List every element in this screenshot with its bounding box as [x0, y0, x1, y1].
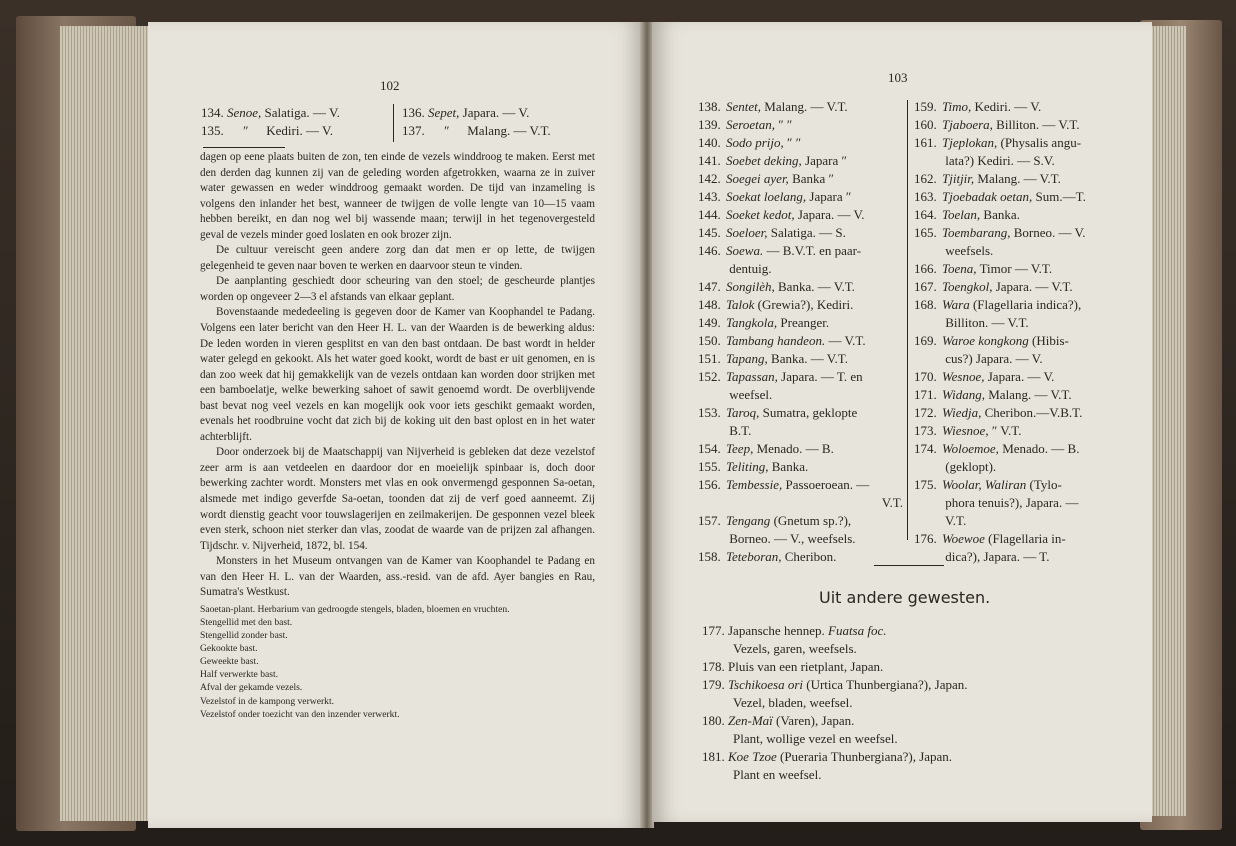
list-item: 174. Woloemoe, Menado. — B. [914, 441, 1080, 456]
list-item: Vezelstof onder toezicht van den inzender verwerkt. [200, 708, 400, 720]
list-item: Vezelstof in de kampong verwerkt. [200, 695, 335, 707]
list-item: 165. Toembarang, Borneo. — V. [914, 225, 1086, 240]
list-item: 154. Teep, Menado. — B. [698, 441, 834, 456]
list-item: 167. Toengkol, Japara. — V.T. [914, 279, 1073, 294]
list-item: 134. Senoe, Salatiga. — V. [201, 105, 340, 120]
list-item-continuation: V.T. [945, 513, 967, 528]
list-item: 155. Teliting, Banka. [698, 459, 809, 474]
additional-entries [702, 622, 967, 784]
list-item-continuation: weefsel. [729, 387, 773, 402]
list-item: 147. Songilèh, Banka. — V.T. [698, 279, 855, 294]
list-item: Half verwerkte bast. [200, 669, 279, 681]
list-item: 142. Soegei ayer, Banka ″ [698, 171, 834, 186]
list-item: 152. Tapassan, Japara. — T. en [698, 369, 863, 384]
page-edges-right [1148, 26, 1186, 816]
list-item: Stengellid zonder bast. [200, 630, 288, 642]
page-edges-left [60, 26, 150, 821]
list-item: 137. ″ Malang. — V.T. [402, 123, 551, 138]
list-item-continuation: weefsels. [945, 243, 994, 258]
list-item: 161. Tjeplokan, (Physalis angu- [914, 135, 1082, 150]
list-item: 180. Zen-Maï (Varen), Japan. [702, 713, 855, 728]
list-item: 139. Seroetan, ″ ″ [698, 117, 793, 132]
entries-column-1 [698, 98, 903, 566]
list-item: 145. Soeloer, Salatiga. — S. [698, 225, 846, 240]
list-item: 140. Sodo prijo, ″ ″ [698, 135, 802, 150]
top-entries-left [201, 104, 340, 140]
list-item: 156. Tembessie, Passoeroean. — [698, 477, 870, 492]
list-item: 168. Wara (Flagellaria indica?), [914, 297, 1082, 312]
section-heading: Uit andere gewesten. [819, 588, 991, 607]
list-item-continuation: Billiton. — V.T. [945, 315, 1029, 330]
divider-rule [203, 147, 285, 148]
list-item: Stengellid met den bast. [200, 616, 293, 628]
paragraph: De aanplanting geschiedt door scheuring van den stoel; de gescheurde plantjes worden op ongeveer 2—3 el afstands van elkaar geplant. [200, 275, 595, 303]
list-item: Saoetan-plant. Herbarium van gedroogde stengels, bladen, bloemen en vruchten. [200, 603, 510, 615]
list-item: 171. Widang, Malang. — V.T. [914, 387, 1072, 402]
paragraph: De cultuur vereischt geen andere zorg dan dat men er op lette, de twijgen gelegenheid te geven naar boven te werken en daarvoor steun te vinden. [200, 244, 595, 272]
list-item: 176. Woewoe (Flagellaria in- [914, 531, 1066, 546]
page-number: 103 [888, 70, 908, 85]
list-item: 148. Talok (Grewia?), Kediri. [698, 297, 854, 312]
article-body [200, 150, 595, 721]
list-item: 143. Soekat loelang, Japara ″ [698, 189, 852, 204]
column-divider [393, 104, 394, 142]
list-item: 162. Tjitjir, Malang. — V.T. [914, 171, 1061, 186]
paragraph: dagen op eene plaats buiten de zon, ten einde de vezels winddroog te maken. Eerst met den derden dag kunnen zij van de geleding worden afgetrokken, waarna ze in zuiver water gewassen en weder winddroog gemaakt worden. De tijd van inzameling is volgens den inlander het best, wanneer de twijgen de volle lengte van 10—15 vaam hebben bereikt, en dan nog wel bij wassende maan; terwijl in het tegenovergesteld geval de vezels minder goed loslaten en ook brozer zijn. [200, 151, 595, 241]
page-number: 102 [380, 78, 400, 93]
left-page [148, 22, 644, 828]
list-item: 178. Pluis van een rietplant, Japan. [702, 659, 884, 674]
list-item: Geweekte bast. [200, 656, 259, 668]
list-item: 181. Koe Tzoe (Pueraria Thunbergiana?), Japan. [702, 749, 953, 764]
list-item: 164. Toelan, Banka. [914, 207, 1020, 222]
list-item-continuation: B.T. [729, 423, 752, 438]
list-item: 179. Tschikoesa ori (Urtica Thunbergiana?), Japan. [702, 677, 968, 692]
list-item-detail: Plant, wollige vezel en weefsel. [733, 731, 898, 746]
right-page [652, 22, 1152, 822]
list-item-continuation: phora tenuis?), Japara. — [945, 495, 1079, 510]
top-entries-right [402, 104, 551, 140]
list-item: 175. Woolar, Waliran (Tylo- [914, 477, 1062, 492]
paragraph: Door onderzoek bij de Maatschappij van Nijverheid is gebleken dat deze vezelstof zeer arm is aan vetdeelen en daardoor dor en moeielijk spinbaar is, doch door bewerking zachter wordt. Monsters met vlas en ook onvermengd gesponnen Sa-oetan, alsmede met indigo geverfde Sa-oetan, toonden dat zij de verf goed aanneemt. Zij wordt dienstig geacht voor touwslagerijen en zeilmakerijen. De gesponnen vezel bleek even sterk, schoon niet sterker dan vlas, zoodat de waarde van de prijzen zal afhangen. Tijdschr. v. Nijverheid, 1872, bl. 154. [200, 446, 595, 552]
list-item-continuation: V.T. [881, 495, 903, 510]
list-item: 158. Teteboran, Cheribon. [698, 549, 837, 564]
list-item-continuation: (geklopt). [945, 459, 997, 474]
list-item: 159. Timo, Kediri. — V. [914, 99, 1042, 114]
list-item-continuation: dentuig. [729, 261, 772, 276]
list-item: 157. Tengang (Gnetum sp.?), [698, 513, 852, 528]
list-item: 169. Waroe kongkong (Hibis- [914, 333, 1069, 348]
specimen-list [200, 603, 595, 721]
list-item: 136. Sepet, Japara. — V. [402, 105, 530, 120]
paragraph: Bovenstaande mededeeling is gegeven door de Kamer van Koophandel te Padang. Volgens een later bericht van den Heer H. L. van der Waarden is de bewerking aldus: De leden worden in vieren gesplitst en van den bast ontdaan. De bast wordt in helder water gelegd en gekookt. Als het water goed kookt, wordt de bast er uit genomen, en is dan zoo week dat hij gemakkelijk van de vezels ontdaan kan worden door strijken met een bamboelatje, welke bewerking sahoet of sawit genoemd wordt. De overblijvende bast bevat nog veel vezels en kan mogelijk ook voor iets geschikt gemaakt worden, evenals het roodbruine vocht dat zich bij de koking uit den bast oplost en in het water achterblijft. [200, 306, 595, 443]
list-item: Gekookte bast. [200, 643, 258, 655]
list-item: 153. Taroq, Sumatra, geklopte [698, 405, 858, 420]
list-item: 177. Japansche hennep. Fuatsa foc. [702, 623, 887, 638]
list-item: 135. ″ Kediri. — V. [201, 123, 333, 138]
list-item: 170. Wesnoe, Japara. — V. [914, 369, 1055, 384]
list-item-detail: Plant en weefsel. [733, 767, 822, 782]
list-item: 163. Tjoebadak oetan, Sum.—T. [914, 189, 1086, 204]
list-item: Afval der gekamde vezels. [200, 682, 303, 694]
list-item: 151. Tapang, Banka. — V.T. [698, 351, 848, 366]
list-item: 160. Tjaboera, Billiton. — V.T. [914, 117, 1080, 132]
list-item-detail: Vezel, bladen, weefsel. [733, 695, 853, 710]
list-item-continuation: dica?), Japara. — T. [945, 549, 1050, 564]
list-item: 149. Tangkola, Preanger. [698, 315, 830, 330]
list-item-detail: Vezels, garen, weefsels. [733, 641, 857, 656]
list-item: 172. Wiedja, Cheribon.—V.B.T. [914, 405, 1083, 420]
paragraph: Monsters in het Museum ontvangen van de Kamer van Koophandel te Padang en van den Heer H. L. van der Waarden, ass.-resid. van de afd. Ayer bangies en Rau, Sumatra's Westkust. [200, 555, 595, 599]
list-item: 150. Tambang handeon. — V.T. [698, 333, 866, 348]
divider-rule [874, 565, 944, 566]
list-item: 173. Wiesnoe, ″ V.T. [914, 423, 1022, 438]
list-item: 166. Toena, Timor — V.T. [914, 261, 1053, 276]
list-item: 138. Sentet, Malang. — V.T. [698, 99, 848, 114]
entries-column-2 [914, 98, 1104, 566]
list-item: 146. Soewa. — B.V.T. en paar- [698, 243, 862, 258]
list-item: 141. Soebet deking, Japara ″ [698, 153, 847, 168]
column-divider [907, 100, 908, 540]
list-item-continuation: Borneo. — V., weefsels. [729, 531, 856, 546]
list-item-continuation: lata?) Kediri. — S.V. [945, 153, 1055, 168]
list-item-continuation: cus?) Japara. — V. [945, 351, 1043, 366]
list-item: 144. Soeket kedot, Japara. — V. [698, 207, 865, 222]
